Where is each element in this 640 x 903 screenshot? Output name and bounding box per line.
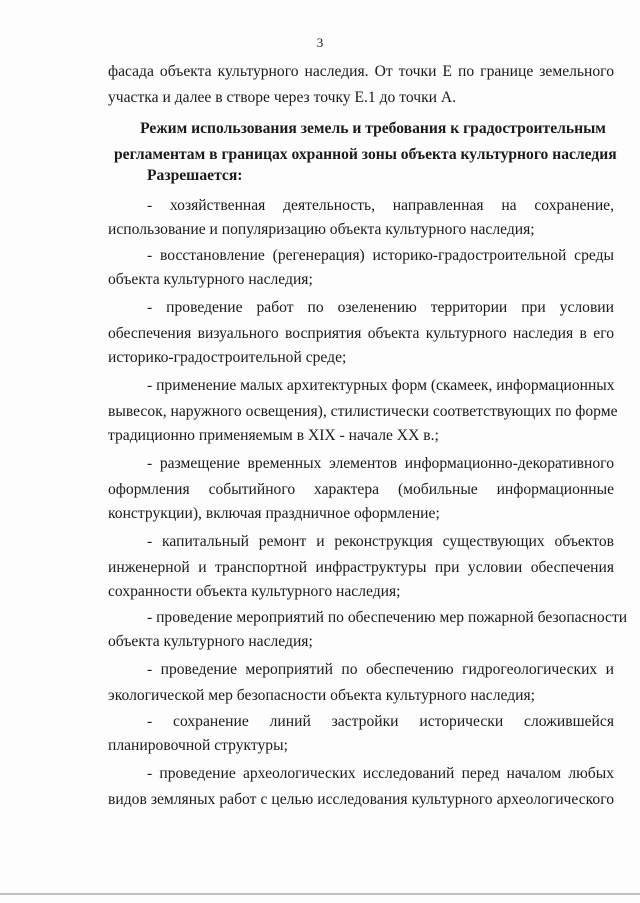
body-line: - сохранение линий застройки исторически сложившейся (147, 713, 614, 730)
body-line: видов земляных работ с целью исследования культурного археологического (108, 791, 614, 808)
body-line: традиционно применяемым в XIX - начале XX в.; (108, 427, 439, 444)
body-line: вывесок, наружного освещения), стилистически соответствующих по форме (108, 403, 618, 420)
body-line: оформления событийного характера (мобильные информационные (108, 481, 614, 498)
body-line: историко-градостроительной среде; (108, 349, 347, 366)
body-line: - проведение мероприятий по обеспечению гидрогеологических и (147, 661, 614, 678)
body-line: - восстановление (регенерация) историко-градостроительной среды (147, 247, 614, 264)
body-line: сохранности объекта культурного наследия; (108, 583, 401, 600)
body-line: обеспечения визуального восприятия объекта культурного наследия в его (108, 325, 614, 342)
body-line: - проведение археологических исследований перед началом любых (147, 765, 614, 782)
section-heading: Режим использования земель и требования к градостроительным (140, 120, 606, 137)
subheading-allowed: Разрешается: (147, 167, 243, 184)
body-line: объекта культурного наследия; (108, 633, 313, 650)
body-line: фасада объекта культурного наследия. От точки Е по границе земельного (108, 63, 614, 80)
body-line: инженерной и транспортной инфраструктуры при условии обеспечения (108, 559, 614, 576)
body-line: объекта культурного наследия; (108, 271, 313, 288)
body-line: - размещение временных элементов информационно-декоративного (147, 455, 614, 472)
section-heading: регламентам в границах охранной зоны объекта культурного наследия (114, 146, 617, 163)
body-line: использование и популяризацию объекта культурного наследия; (108, 221, 535, 238)
page-number: 3 (316, 35, 324, 50)
body-line: участка и далее в створе через точку Е.1 до точки А. (108, 89, 457, 106)
body-line: экологической мер безопасности объекта культурного наследия; (108, 687, 535, 704)
body-line: - хозяйственная деятельность, направленная на сохранение, (147, 197, 614, 214)
body-line: конструкции), включая праздничное оформление; (108, 505, 440, 522)
body-line: - проведение работ по озеленению территории при условии (147, 299, 614, 316)
scan-edge-divider (0, 893, 640, 895)
body-line: - капитальный ремонт и реконструкция существующих объектов (147, 533, 614, 550)
body-line: планировочной структуры; (108, 737, 288, 754)
body-line: - проведение мероприятий по обеспечению мер пожарной безопасности (147, 609, 628, 626)
body-line: - применение малых архитектурных форм (скамеек, информационных (147, 377, 615, 394)
